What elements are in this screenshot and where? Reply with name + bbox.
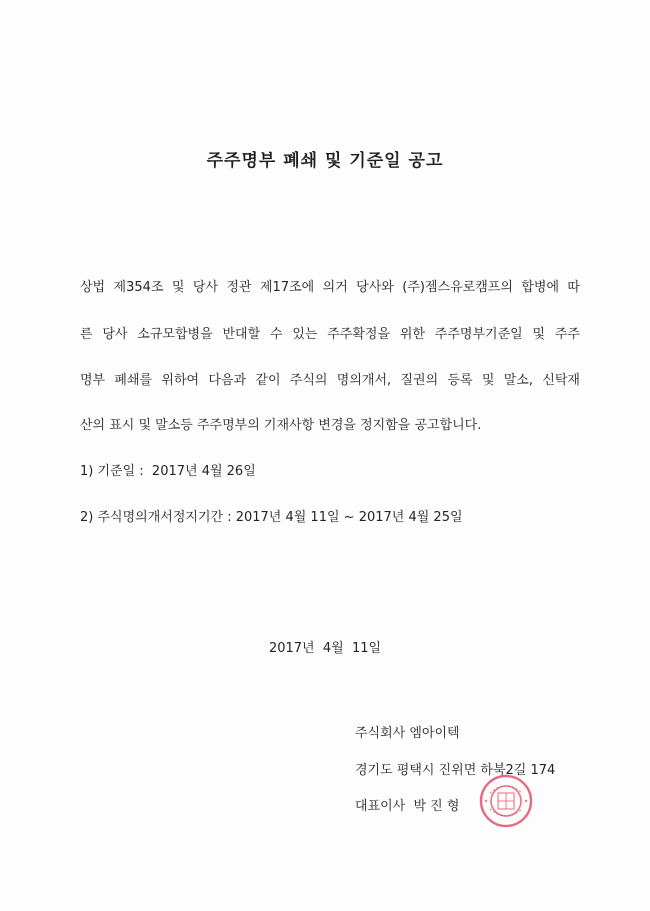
suspension-period-item: 2) 주식명의개서정지기간 : 2017년 4월 11일 ~ 2017년 4월 25일 — [80, 510, 463, 525]
company-seal-icon — [478, 773, 534, 829]
paragraph-line-2: 른 당사 소규모합병을 반대할 수 있는 주주확정을 위한 주주명부기준일 및 주주 — [80, 327, 580, 342]
company-name: 주식회사 엠아이텍 — [355, 726, 460, 741]
notice-date: 2017년 4월 11일 — [268, 641, 382, 656]
company-address: 경기도 평택시 진위면 하북2길 174 — [355, 763, 556, 778]
paragraph-line-3: 명부 폐쇄를 위하여 다음과 같이 주식의 명의개서, 질권의 등록 및 말소, 신탁재 — [80, 373, 580, 388]
representative-name: 대표이사 박 진 형 — [355, 799, 460, 814]
notice-title: 주주명부 폐쇄 및 기준일 공고 — [206, 151, 444, 171]
record-date-item: 1) 기준일 : 2017년 4월 26일 — [80, 464, 256, 479]
paragraph-line-4: 산의 표시 및 말소등 주주명부의 기재사항 변경을 정지함을 공고합니다. — [80, 418, 482, 433]
paragraph-line-1: 상법 제354조 및 당사 정관 제17조에 의거 당사와 (주)젬스유로캠프의 합병에 따 — [80, 280, 580, 295]
